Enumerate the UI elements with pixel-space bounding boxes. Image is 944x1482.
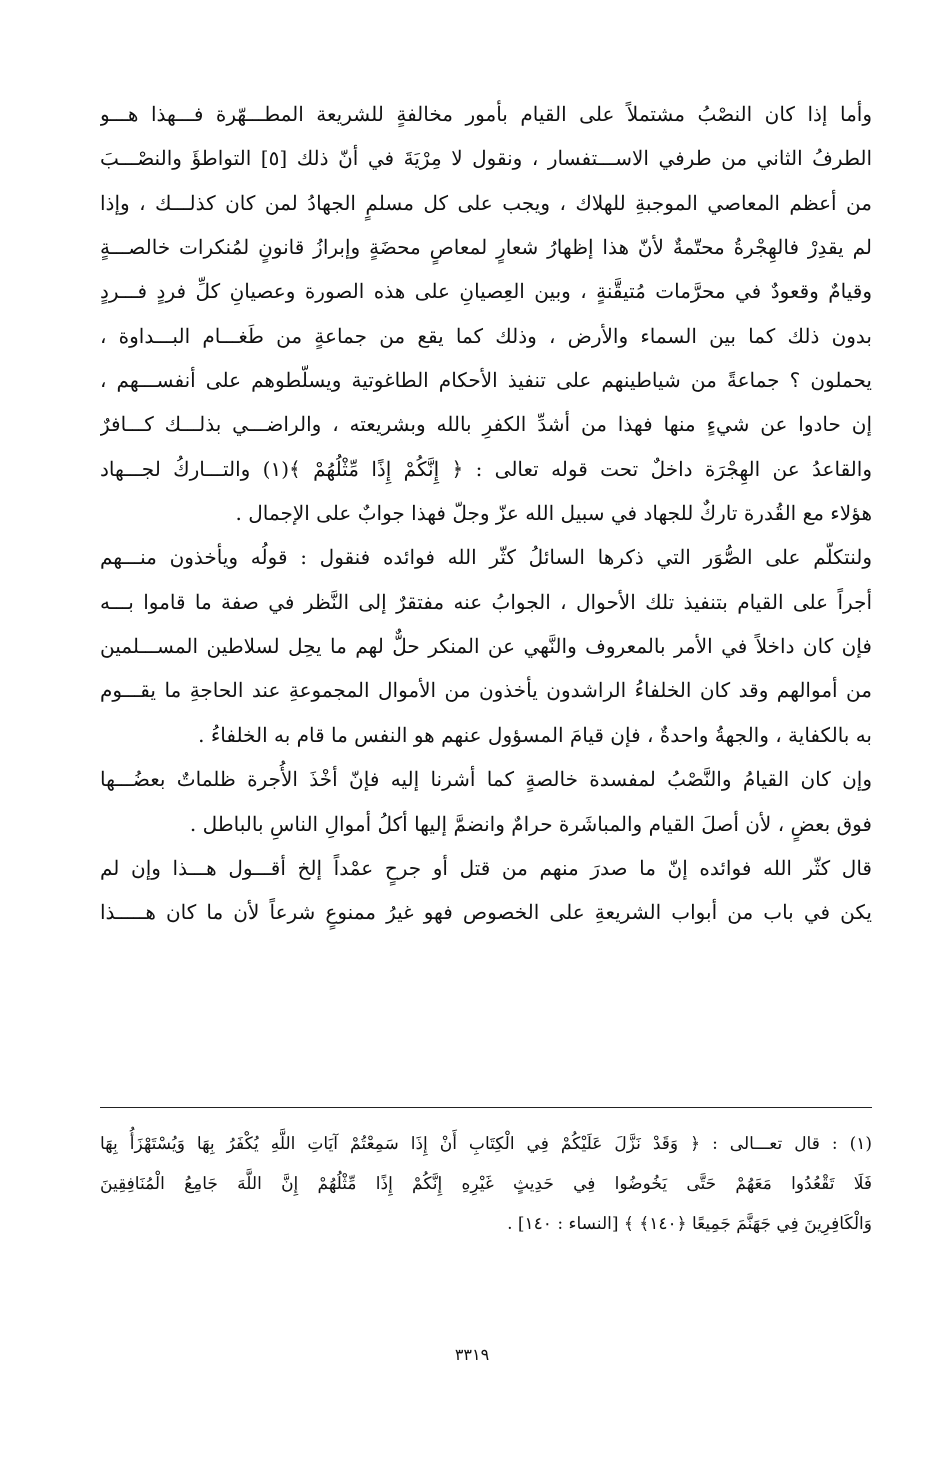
text-line: به بالكفاية ، والجهةُ واحدةٌ ، فإن قيامَ المسؤول عنهم هو النفس ما قام به الخلفاءُ . <box>198 722 872 747</box>
text-line: ولنتكلّم على الصُّوَر التي ذكرها السائلُ كثّر الله فوائده فنقول : قولُه ويأخذون منـــهم <box>100 545 872 570</box>
text-line: قال كثّر الله فوائده إنّ ما صدرَ منهم من قتل أو جرحٍ عمْداً إلخ أقـــول هـــذا وإن لم <box>100 855 872 880</box>
text-line: والقاعدُ عن الهِجْرَة داخلٌ تحت قوله تعالى : ﴿ إِنَّكُمْ إِذًا مِّثْلُهُمْ ﴾(١) والتـــاركُ لجـــهاد <box>100 456 872 481</box>
footnote-line: فَلَا تَقْعُدُوا مَعَهُمْ حَتَّى يَخُوضُوا فِي حَدِيثٍ غَيْرِهِ إِنَّكُمْ إِذًا مِّثْلُهُمْ إِنَّ اللَّهَ جَامِعُ الْمُنَافِقِينَ <box>100 1174 872 1194</box>
text-line: أجراً على القيام بتنفيذ تلك الأحوال ، الجوابُ عنه مفتقرٌ إلى النَّظر في صفة ما قاموا بـــه <box>100 589 872 614</box>
text-line: هؤلاء مع القُدرة تاركٌ للجهاد في سبيل الله عزّ وجلّ فهذا جوابٌ على الإجمال . <box>235 501 872 526</box>
footnote-separator <box>100 1107 872 1108</box>
text-line: وأما إذا كان النصْبُ مشتملاً على القيام بأمور مخالفةٍ للشريعة المطـــهّرة فـــهذا هـــو <box>100 102 872 126</box>
text-line: لم يقدِرْ فالهِجْرةُ محتّمةٌ لأنّ هذا إظهارُ شعارٍ لمعاصٍ محضَةٍ وإبرازُ قانونٍ لمُنكرات خالصـــةٍ <box>100 235 872 260</box>
text-line: يكن في باب من أبواب الشريعةِ على الخصوص فهو غيرُ ممنوعٍ شرعاً لأن ما كان هـــــذا <box>100 900 872 925</box>
text-line: وإن كان القيامُ والنَّصْبُ لمفسدة خالصةٍ كما أشرنا إليه فإنّ أخْذَ الأُجرة ظلماتٌ بعضُـــها <box>100 767 872 792</box>
footnotes <box>100 1124 872 1244</box>
text-line: إن حادوا عن شيءٍ منها فهذا من أشدِّ الكفرِ بالله وبشريعته ، والراضـــي بذلـــك كـــافرٌ <box>100 412 872 437</box>
footnote-line: (١) : قال تعـــالى : ﴿ وَقَدْ نَزَّلَ عَلَيْكُمْ فِي الْكِتَابِ أَنْ إِذَا سَمِعْتُمْ آيَاتِ اللَّهِ يُكْفَرُ بِهَا وَيُسْتَهْزَأُ بِهَا <box>100 1134 872 1154</box>
text-line: من أعظم المعاصي الموجبةِ للهلاك ، ويجب على كل مسلمٍ الجهادُ لمن كان كذلـــك ، وإذا <box>100 190 872 215</box>
footnote-line: وَالْكَافِرِينَ فِي جَهَنَّمَ جَمِيعًا ﴿١٤٠﴾ ﴾ [النساء : ١٤٠] . <box>507 1214 872 1234</box>
text-line: بدون ذلك كما بين السماء والأرض ، وذلك كما يقع من جماعةٍ من طَغـــام البـــداوة ، <box>100 323 872 348</box>
text-line: من أموالهم وقد كان الخلفاءُ الراشدون يأخذون من الأموال المجموعةِ عند الحاجةِ ما يقـــوم <box>100 678 872 703</box>
text-line: الطرفُ الثاني من طرفي الاســـتفسار ، ونقول لا مِرْيَةَ في أنّ ذلك [٥] التواطؤَ والنصْـــبَ <box>100 146 872 171</box>
text-line: وقيامٌ وقعودٌ في محرَّمات مُتيقَّنةٍ ، وبين العِصيانِ على هذه الصورة وعصيانِ كلِّ فردٍ فـــردٍ <box>100 279 872 304</box>
page-number: ٣٣١٩ <box>454 1345 490 1364</box>
text-line: يحملون ؟ جماعةً من شياطينهم على تنفيذ الأحكام الطاغوتية ويسلّطوهم على أنفســـهم ، <box>100 368 872 393</box>
main-text <box>100 92 872 935</box>
text-line: فوق بعضٍ ، لأن أصلَ القيام والمباشَرة حرامٌ وانضمَّ إليها أكلُ أموالِ الناسِ بالباطل . <box>189 811 872 836</box>
text-line: فإن كان داخلاً في الأمر بالمعروف والنَّهي عن المنكر حلٌّ لهم ما يحِل لسلاطين المســـلمين <box>100 634 872 659</box>
